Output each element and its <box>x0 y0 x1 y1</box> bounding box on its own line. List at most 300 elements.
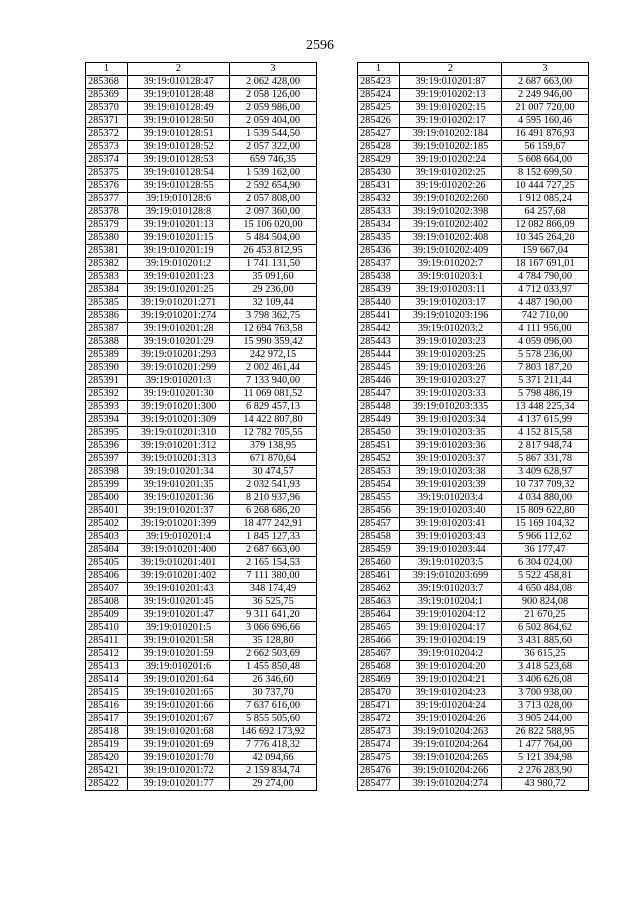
table-row <box>86 609 317 622</box>
row-number: 285457 <box>358 518 400 531</box>
row-number: 285374 <box>86 154 128 167</box>
cadastral-value: 4 595 160,46 <box>502 115 589 128</box>
column-header-3: 3 <box>230 63 317 76</box>
cadastral-number: 39:19:010204:2 <box>400 648 502 661</box>
cadastral-value: 5 522 458,81 <box>502 570 589 583</box>
cadastral-value: 2 057 322,00 <box>230 141 317 154</box>
row-number: 285463 <box>358 596 400 609</box>
cadastral-number: 39:19:010202:13 <box>400 89 502 102</box>
cadastral-number: 39:19:010202:17 <box>400 115 502 128</box>
cadastral-value: 5 578 236,00 <box>502 349 589 362</box>
row-number: 285432 <box>358 193 400 206</box>
table-row <box>358 271 589 284</box>
row-number: 285372 <box>86 128 128 141</box>
cadastral-value: 5 121 394,98 <box>502 752 589 765</box>
row-number: 285415 <box>86 687 128 700</box>
table-row <box>358 232 589 245</box>
table-row <box>86 284 317 297</box>
cadastral-value: 18 477 242,91 <box>230 518 317 531</box>
cadastral-value: 2 159 834,74 <box>230 765 317 778</box>
table-row <box>86 453 317 466</box>
table-row <box>358 310 589 323</box>
row-number: 285404 <box>86 544 128 557</box>
cadastral-value: 2 059 404,00 <box>230 115 317 128</box>
table-row <box>86 661 317 674</box>
row-number: 285384 <box>86 284 128 297</box>
table-row <box>358 661 589 674</box>
row-number: 285452 <box>358 453 400 466</box>
row-number: 285405 <box>86 557 128 570</box>
table-row <box>86 76 317 89</box>
table-row <box>86 180 317 193</box>
table-row <box>86 518 317 531</box>
table-row <box>86 297 317 310</box>
cadastral-number: 39:19:010201:67 <box>128 713 230 726</box>
row-number: 285455 <box>358 492 400 505</box>
table-row <box>86 531 317 544</box>
row-number: 285440 <box>358 297 400 310</box>
table-row <box>358 544 589 557</box>
row-number: 285438 <box>358 271 400 284</box>
row-number: 285397 <box>86 453 128 466</box>
cadastral-number: 39:19:010202:408 <box>400 232 502 245</box>
cadastral-number: 39:19:010202:26 <box>400 180 502 193</box>
row-number: 285428 <box>358 141 400 154</box>
row-number: 285382 <box>86 258 128 271</box>
cadastral-value: 348 174,49 <box>230 583 317 596</box>
cadastral-number: 39:19:010201:72 <box>128 765 230 778</box>
cadastral-number: 39:19:010201:6 <box>128 661 230 674</box>
row-number: 285383 <box>86 271 128 284</box>
cadastral-number: 39:19:010128:51 <box>128 128 230 141</box>
row-number: 285385 <box>86 297 128 310</box>
cadastral-number: 39:19:010203:40 <box>400 505 502 518</box>
cadastral-value: 7 133 940,00 <box>230 375 317 388</box>
cadastral-number: 39:19:010202:15 <box>400 102 502 115</box>
cadastral-number: 39:19:010128:48 <box>128 89 230 102</box>
cadastral-value: 3 066 696,66 <box>230 622 317 635</box>
cadastral-number: 39:19:010201:25 <box>128 284 230 297</box>
cadastral-number: 39:19:010203:699 <box>400 570 502 583</box>
table-row <box>86 700 317 713</box>
table-row <box>358 583 589 596</box>
table-row <box>86 674 317 687</box>
table-row <box>358 726 589 739</box>
table-row <box>358 466 589 479</box>
table-row <box>358 323 589 336</box>
table-row <box>86 167 317 180</box>
cadastral-number: 39:19:010201:64 <box>128 674 230 687</box>
table-row <box>86 492 317 505</box>
table-row <box>86 583 317 596</box>
row-number: 285402 <box>86 518 128 531</box>
cadastral-number: 39:19:010201:13 <box>128 219 230 232</box>
cadastral-value: 5 867 331,78 <box>502 453 589 466</box>
cadastral-number: 39:19:010204:264 <box>400 739 502 752</box>
cadastral-value: 4 487 190,00 <box>502 297 589 310</box>
page-number: 2596 <box>306 38 334 53</box>
cadastral-value: 7 637 616,00 <box>230 700 317 713</box>
cadastral-value: 4 137 615,99 <box>502 414 589 427</box>
column-header-2: 2 <box>128 63 230 76</box>
cadastral-number: 39:19:010202:184 <box>400 128 502 141</box>
cadastral-number: 39:19:010201:30 <box>128 388 230 401</box>
table-row <box>86 141 317 154</box>
cadastral-value: 26 822 588,95 <box>502 726 589 739</box>
row-number: 285421 <box>86 765 128 778</box>
cadastral-number: 39:19:010203:17 <box>400 297 502 310</box>
row-number: 285375 <box>86 167 128 180</box>
row-number: 285395 <box>86 427 128 440</box>
row-number: 285453 <box>358 466 400 479</box>
cadastral-value: 3 431 885,60 <box>502 635 589 648</box>
table-row <box>86 102 317 115</box>
cadastral-number: 39:19:010201:65 <box>128 687 230 700</box>
header-row <box>86 63 317 76</box>
table-row <box>86 544 317 557</box>
cadastral-value: 10 737 709,32 <box>502 479 589 492</box>
cadastral-value: 4 784 790,00 <box>502 271 589 284</box>
row-number: 285416 <box>86 700 128 713</box>
cadastral-value: 379 138,95 <box>230 440 317 453</box>
table-row <box>358 206 589 219</box>
cadastral-value: 3 418 523,68 <box>502 661 589 674</box>
row-number: 285387 <box>86 323 128 336</box>
cadastral-number: 39:19:010201:45 <box>128 596 230 609</box>
row-number: 285386 <box>86 310 128 323</box>
table-row <box>86 765 317 778</box>
row-number: 285391 <box>86 375 128 388</box>
table-row <box>86 206 317 219</box>
cadastral-number: 39:19:010204:26 <box>400 713 502 726</box>
cadastral-number: 39:19:010201:293 <box>128 349 230 362</box>
cadastral-value: 15 809 622,80 <box>502 505 589 518</box>
table-row <box>86 427 317 440</box>
cadastral-value: 29 274,00 <box>230 778 317 791</box>
table-row <box>358 635 589 648</box>
left-table <box>85 62 317 791</box>
row-number: 285425 <box>358 102 400 115</box>
cadastral-value: 12 782 705,55 <box>230 427 317 440</box>
table-row <box>86 479 317 492</box>
cadastral-number: 39:19:010203:25 <box>400 349 502 362</box>
table-row <box>358 388 589 401</box>
table-row <box>358 739 589 752</box>
cadastral-value: 2 662 503,69 <box>230 648 317 661</box>
table-row <box>86 258 317 271</box>
row-number: 285373 <box>86 141 128 154</box>
row-number: 285390 <box>86 362 128 375</box>
row-number: 285376 <box>86 180 128 193</box>
right-table <box>357 62 589 791</box>
table-row <box>86 739 317 752</box>
cadastral-number: 39:19:010201:401 <box>128 557 230 570</box>
table-row <box>86 271 317 284</box>
table-row <box>86 726 317 739</box>
cadastral-number: 39:19:010201:399 <box>128 518 230 531</box>
cadastral-number: 39:19:010201:68 <box>128 726 230 739</box>
cadastral-number: 39:19:010203:33 <box>400 388 502 401</box>
cadastral-number: 39:19:010201:19 <box>128 245 230 258</box>
cadastral-number: 39:19:010201:29 <box>128 336 230 349</box>
row-number: 285433 <box>358 206 400 219</box>
table-row <box>358 531 589 544</box>
cadastral-value: 10 345 264,20 <box>502 232 589 245</box>
cadastral-number: 39:19:010202:402 <box>400 219 502 232</box>
row-number: 285442 <box>358 323 400 336</box>
row-number: 285437 <box>358 258 400 271</box>
table-row <box>86 622 317 635</box>
cadastral-value: 4 059 096,00 <box>502 336 589 349</box>
cadastral-number: 39:19:010202:398 <box>400 206 502 219</box>
header-row <box>358 63 589 76</box>
table-row <box>358 128 589 141</box>
cadastral-number: 39:19:010204:265 <box>400 752 502 765</box>
cadastral-value: 2 687 663,00 <box>230 544 317 557</box>
cadastral-number: 39:19:010203:35 <box>400 427 502 440</box>
table-row <box>358 700 589 713</box>
cadastral-value: 1 455 850,48 <box>230 661 317 674</box>
table-row <box>358 401 589 414</box>
table-row <box>358 154 589 167</box>
table-row <box>358 167 589 180</box>
table-row <box>86 154 317 167</box>
cadastral-number: 39:19:010204:12 <box>400 609 502 622</box>
cadastral-value: 30 474,57 <box>230 466 317 479</box>
table-row <box>358 596 589 609</box>
row-number: 285378 <box>86 206 128 219</box>
table-row <box>86 245 317 258</box>
row-number: 285430 <box>358 167 400 180</box>
cadastral-number: 39:19:010203:5 <box>400 557 502 570</box>
cadastral-number: 39:19:010128:6 <box>128 193 230 206</box>
cadastral-number: 39:19:010202:260 <box>400 193 502 206</box>
row-number: 285418 <box>86 726 128 739</box>
cadastral-value: 2 097 360,00 <box>230 206 317 219</box>
table-row <box>358 414 589 427</box>
cadastral-value: 5 798 486,19 <box>502 388 589 401</box>
table-row <box>86 323 317 336</box>
cadastral-value: 2 062 428,00 <box>230 76 317 89</box>
cadastral-number: 39:19:010201:274 <box>128 310 230 323</box>
cadastral-number: 39:19:010201:35 <box>128 479 230 492</box>
table-row <box>86 778 317 791</box>
cadastral-value: 7 111 380,00 <box>230 570 317 583</box>
cadastral-value: 15 106 020,00 <box>230 219 317 232</box>
row-number: 285450 <box>358 427 400 440</box>
row-number: 285465 <box>358 622 400 635</box>
cadastral-value: 2 165 154,53 <box>230 557 317 570</box>
table-row <box>86 388 317 401</box>
cadastral-number: 39:19:010203:44 <box>400 544 502 557</box>
cadastral-number: 39:19:010204:266 <box>400 765 502 778</box>
cadastral-number: 39:19:010203:23 <box>400 336 502 349</box>
row-number: 285444 <box>358 349 400 362</box>
cadastral-value: 5 966 112,62 <box>502 531 589 544</box>
row-number: 285400 <box>86 492 128 505</box>
cadastral-value: 7 803 187,20 <box>502 362 589 375</box>
cadastral-value: 4 712 033,97 <box>502 284 589 297</box>
row-number: 285475 <box>358 752 400 765</box>
cadastral-number: 39:19:010201:69 <box>128 739 230 752</box>
cadastral-value: 2 057 808,00 <box>230 193 317 206</box>
row-number: 285389 <box>86 349 128 362</box>
table-row <box>86 440 317 453</box>
cadastral-number: 39:19:010201:87 <box>400 76 502 89</box>
cadastral-number: 39:19:010203:26 <box>400 362 502 375</box>
row-number: 285458 <box>358 531 400 544</box>
cadastral-value: 16 491 876,93 <box>502 128 589 141</box>
cadastral-number: 39:19:010204:263 <box>400 726 502 739</box>
table-row <box>86 713 317 726</box>
cadastral-number: 39:19:010128:53 <box>128 154 230 167</box>
cadastral-value: 7 776 418,32 <box>230 739 317 752</box>
cadastral-number: 39:19:010202:409 <box>400 245 502 258</box>
cadastral-number: 39:19:010201:312 <box>128 440 230 453</box>
row-number: 285399 <box>86 479 128 492</box>
row-number: 285460 <box>358 557 400 570</box>
cadastral-number: 39:19:010201:36 <box>128 492 230 505</box>
row-number: 285473 <box>358 726 400 739</box>
cadastral-value: 36 525,75 <box>230 596 317 609</box>
table-row <box>86 193 317 206</box>
row-number: 285434 <box>358 219 400 232</box>
row-number: 285406 <box>86 570 128 583</box>
cadastral-number: 39:19:010201:34 <box>128 466 230 479</box>
row-number: 285446 <box>358 375 400 388</box>
cadastral-value: 3 798 362,75 <box>230 310 317 323</box>
table-row <box>86 401 317 414</box>
table-row <box>86 466 317 479</box>
table-row <box>86 362 317 375</box>
row-number: 285371 <box>86 115 128 128</box>
row-number: 285388 <box>86 336 128 349</box>
table-row <box>358 76 589 89</box>
table-row <box>358 453 589 466</box>
table-row <box>86 687 317 700</box>
cadastral-number: 39:19:010203:37 <box>400 453 502 466</box>
cadastral-number: 39:19:010201:299 <box>128 362 230 375</box>
cadastral-value: 9 311 641,20 <box>230 609 317 622</box>
cadastral-value: 13 448 225,34 <box>502 401 589 414</box>
cadastral-value: 30 737,70 <box>230 687 317 700</box>
cadastral-number: 39:19:010203:38 <box>400 466 502 479</box>
cadastral-value: 1 845 127,33 <box>230 531 317 544</box>
table-row <box>358 180 589 193</box>
cadastral-value: 6 829 457,13 <box>230 401 317 414</box>
row-number: 285441 <box>358 310 400 323</box>
cadastral-number: 39:19:010203:34 <box>400 414 502 427</box>
cadastral-value: 1 539 162,00 <box>230 167 317 180</box>
column-header-1: 1 <box>86 63 128 76</box>
row-number: 285419 <box>86 739 128 752</box>
table-row <box>86 752 317 765</box>
table-row <box>358 505 589 518</box>
cadastral-number: 39:19:010201:70 <box>128 752 230 765</box>
row-number: 285454 <box>358 479 400 492</box>
row-number: 285459 <box>358 544 400 557</box>
cadastral-value: 5 484 504,00 <box>230 232 317 245</box>
table-row <box>358 349 589 362</box>
cadastral-value: 2 592 654,90 <box>230 180 317 193</box>
table-row <box>358 245 589 258</box>
row-number: 285380 <box>86 232 128 245</box>
row-number: 285470 <box>358 687 400 700</box>
cadastral-number: 39:19:010202:24 <box>400 154 502 167</box>
cadastral-number: 39:19:010201:59 <box>128 648 230 661</box>
table-row <box>86 375 317 388</box>
cadastral-value: 6 304 024,00 <box>502 557 589 570</box>
cadastral-value: 2 276 283,90 <box>502 765 589 778</box>
row-number: 285451 <box>358 440 400 453</box>
cadastral-value: 5 608 664,00 <box>502 154 589 167</box>
row-number: 285409 <box>86 609 128 622</box>
cadastral-value: 900 824,08 <box>502 596 589 609</box>
cadastral-number: 39:19:010201:310 <box>128 427 230 440</box>
cadastral-number: 39:19:010203:2 <box>400 323 502 336</box>
cadastral-value: 21 670,25 <box>502 609 589 622</box>
cadastral-value: 2 817 948,74 <box>502 440 589 453</box>
cadastral-value: 6 502 864,62 <box>502 622 589 635</box>
cadastral-number: 39:19:010204:20 <box>400 661 502 674</box>
cadastral-value: 2 059 986,00 <box>230 102 317 115</box>
cadastral-number: 39:19:010203:196 <box>400 310 502 323</box>
cadastral-value: 4 152 815,58 <box>502 427 589 440</box>
cadastral-number: 39:19:010201:3 <box>128 375 230 388</box>
cadastral-value: 242 972,15 <box>230 349 317 362</box>
cadastral-number: 39:19:010202:25 <box>400 167 502 180</box>
row-number: 285412 <box>86 648 128 661</box>
table-row <box>86 505 317 518</box>
table-row <box>86 232 317 245</box>
cadastral-number: 39:19:010201:313 <box>128 453 230 466</box>
cadastral-number: 39:19:010128:55 <box>128 180 230 193</box>
cadastral-number: 39:19:010203:36 <box>400 440 502 453</box>
table-row <box>358 336 589 349</box>
cadastral-value: 15 990 359,42 <box>230 336 317 349</box>
row-number: 285464 <box>358 609 400 622</box>
cadastral-value: 8 152 699,50 <box>502 167 589 180</box>
table-row <box>86 570 317 583</box>
row-number: 285443 <box>358 336 400 349</box>
table-row <box>86 336 317 349</box>
cadastral-value: 4 111 956,00 <box>502 323 589 336</box>
cadastral-value: 14 422 807,80 <box>230 414 317 427</box>
row-number: 285426 <box>358 115 400 128</box>
row-number: 285477 <box>358 778 400 791</box>
row-number: 285422 <box>86 778 128 791</box>
cadastral-value: 26 453 812,95 <box>230 245 317 258</box>
row-number: 285461 <box>358 570 400 583</box>
cadastral-value: 29 236,00 <box>230 284 317 297</box>
cadastral-value: 3 905 244,00 <box>502 713 589 726</box>
table-row <box>358 193 589 206</box>
cadastral-number: 39:19:010201:47 <box>128 609 230 622</box>
cadastral-number: 39:19:010203:7 <box>400 583 502 596</box>
row-number: 285429 <box>358 154 400 167</box>
cadastral-number: 39:19:010203:11 <box>400 284 502 297</box>
cadastral-value: 35 128,80 <box>230 635 317 648</box>
table-row <box>86 648 317 661</box>
row-number: 285476 <box>358 765 400 778</box>
table-row <box>358 570 589 583</box>
cadastral-value: 2 058 126,00 <box>230 89 317 102</box>
table-row <box>86 115 317 128</box>
cadastral-number: 39:19:010201:58 <box>128 635 230 648</box>
row-number: 285394 <box>86 414 128 427</box>
table-row <box>358 362 589 375</box>
table-row <box>358 440 589 453</box>
